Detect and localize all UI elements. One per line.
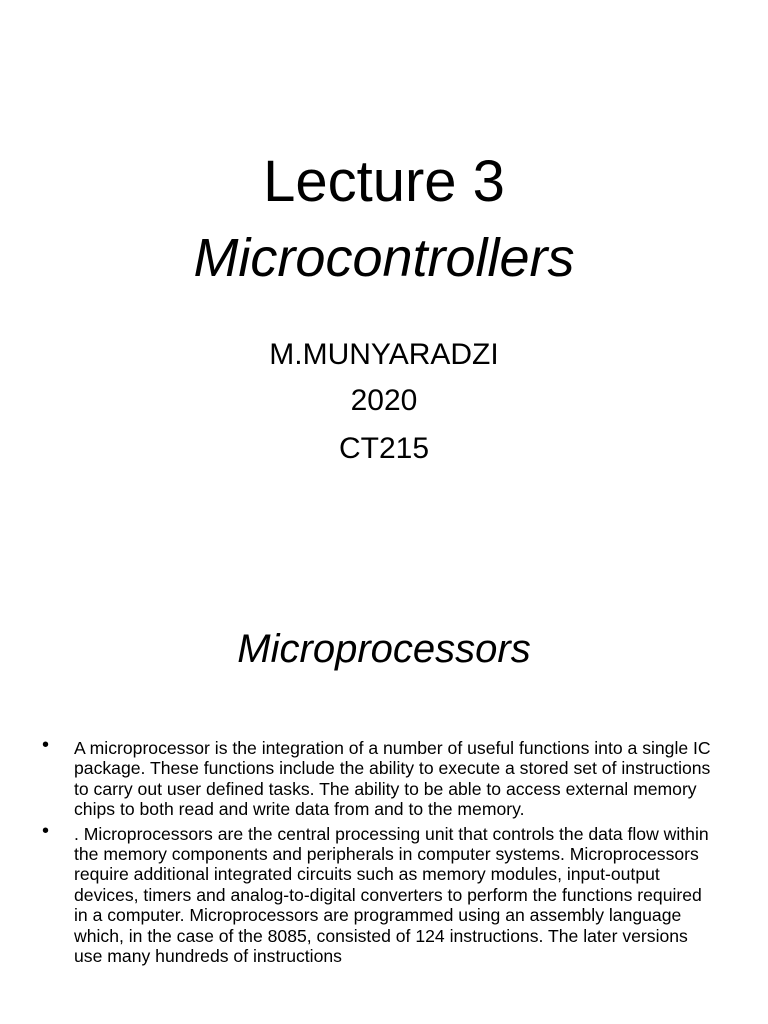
bullet-list — [0, 734, 768, 967]
lecture-title: Lecture 3 — [263, 149, 505, 214]
bullet-item — [0, 819, 768, 967]
course-code: CT215 — [338, 432, 430, 465]
bullet-icon: • — [42, 819, 50, 842]
bullet-text: . Microprocessors are the central processing unit that controls the data flow within the memory components and peripherals in computer systems. Microprocessors require additional integrated circuits such as memory modules, input-output devices, timers and analog-to-digital converters to perform the functions required in a computer. Microprocessors are programmed using an assembly language which, in the case of the 8085, consisted of 124 instructions. The later versions use many hundreds of instructions — [74, 823, 709, 967]
bullet-item — [0, 734, 768, 820]
bullet-icon: • — [42, 734, 50, 756]
lecture-year: 2020 — [350, 384, 418, 417]
section-title: Microprocessors — [237, 627, 531, 671]
bullet-text: A microprocessor is the integration of a number of useful functions into a single IC package. These functions include the ability to execute a stored set of instructions to carry out user defined tasks. The ability to be able to access external memory chips to both read and write data from and to the memory. — [74, 738, 711, 820]
lecture-subtitle: Microcontrollers — [193, 228, 575, 288]
author-name: M.MUNYARADZI — [269, 338, 499, 371]
